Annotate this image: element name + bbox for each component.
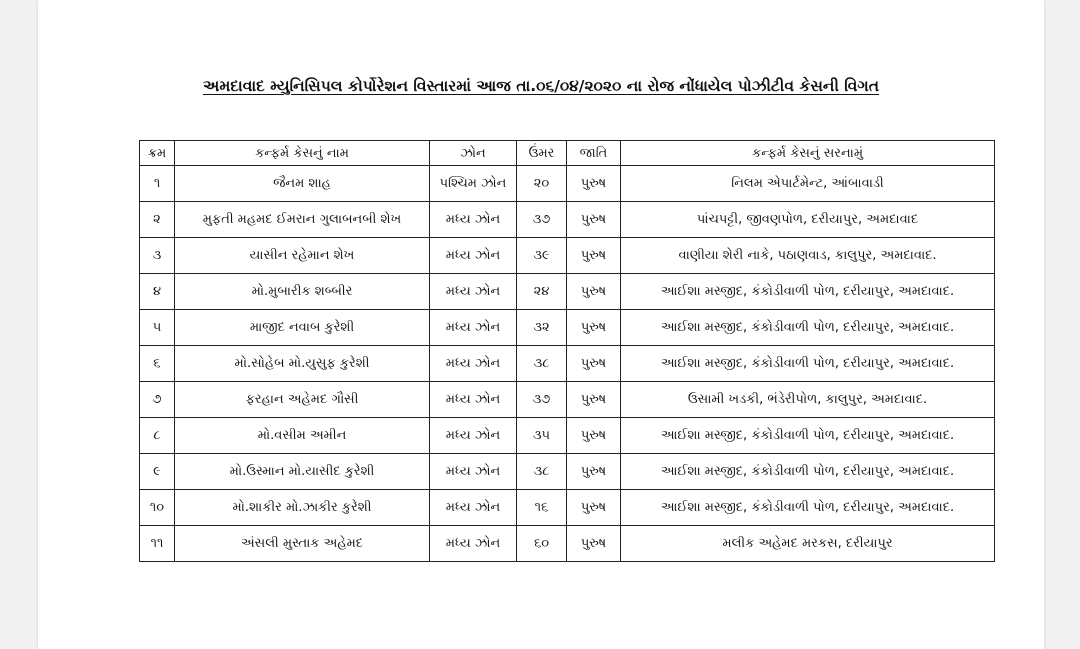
cell-name: અંસલી મુસ્તાક અહેમદ <box>175 526 430 562</box>
cell-name: મો.સોહેબ મો.યુસુફ કુરેશી <box>175 346 430 382</box>
cell-zone: મધ્ય ઝોન <box>430 418 517 454</box>
table-row <box>140 166 995 202</box>
table-row <box>140 526 995 562</box>
cell-address: આઈશા મસ્જીદ, કંકોડીવાળી પોળ, દરીયાપુર, અમદાવાદ. <box>621 346 995 382</box>
cell-address: મલીક અહેમદ મરકસ, દરીયાપુર <box>621 526 995 562</box>
cell-zone: મધ્ય ઝોન <box>430 490 517 526</box>
cell-zone: મધ્ય ઝોન <box>430 346 517 382</box>
cell-zone: મધ્ય ઝોન <box>430 274 517 310</box>
cell-age: ૧૬ <box>517 490 567 526</box>
cell-gender: પુરુષ <box>567 274 621 310</box>
cell-address: ઉસામી ખડકી, ભંડેરીપોળ, કાલુપુર, અમદાવાદ. <box>621 382 995 418</box>
table-header-row <box>140 141 995 166</box>
header-name: કન્ફર્મ કેસનું નામ <box>175 141 430 166</box>
cell-name: મો.ઉસ્માન મો.યાસીદ કુરેશી <box>175 454 430 490</box>
cell-gender: પુરુષ <box>567 418 621 454</box>
table-row <box>140 274 995 310</box>
table-row <box>140 418 995 454</box>
cell-zone: મધ્ય ઝોન <box>430 202 517 238</box>
cell-gender: પુરુષ <box>567 382 621 418</box>
cell-age: ૩૫ <box>517 418 567 454</box>
cell-sr: ૪ <box>140 274 175 310</box>
cell-zone: મધ્ય ઝોન <box>430 310 517 346</box>
cell-zone: મધ્ય ઝોન <box>430 382 517 418</box>
cell-sr: ૫ <box>140 310 175 346</box>
cell-zone: પશ્ચિમ ઝોન <box>430 166 517 202</box>
table-row <box>140 490 995 526</box>
cell-zone: મધ્ય ઝોન <box>430 454 517 490</box>
table-row <box>140 238 995 274</box>
cell-sr: ૧ <box>140 166 175 202</box>
cell-name: મુફતી મહમદ ઈમરાન ગુલાબનબી શેખ <box>175 202 430 238</box>
cell-age: ૩૮ <box>517 454 567 490</box>
cell-name: ફરહાન અહેમદ ગૌસી <box>175 382 430 418</box>
table-row <box>140 202 995 238</box>
cell-age: ૨૦ <box>517 166 567 202</box>
cell-sr: ૨ <box>140 202 175 238</box>
table-row <box>140 346 995 382</box>
cell-zone: મધ્ય ઝોન <box>430 526 517 562</box>
cell-address: નિલમ એપાર્ટમેન્ટ, આંબાવાડી <box>621 166 995 202</box>
cell-sr: ૧૧ <box>140 526 175 562</box>
cell-age: ૩૭ <box>517 202 567 238</box>
cell-gender: પુરુષ <box>567 346 621 382</box>
cell-address: આઈશા મસ્જીદ, કંકોડીવાળી પોળ, દરીયાપુર, અમદાવાદ. <box>621 310 995 346</box>
cell-address: આઈશા મસ્જીદ, કંકોડીવાળી પોળ, દરીયાપુર, અમદાવાદ. <box>621 490 995 526</box>
cell-age: ૬૦ <box>517 526 567 562</box>
cell-zone: મધ્ય ઝોન <box>430 238 517 274</box>
cell-address: આઈશા મસ્જીદ, કંકોડીવાળી પોળ, દરીયાપુર, અમદાવાદ. <box>621 274 995 310</box>
cell-address: આઈશા મસ્જીદ, કંકોડીવાળી પોળ, દરીયાપુર, અમદાવાદ. <box>621 418 995 454</box>
cell-name: મો.મુબારીક શબ્બીર <box>175 274 430 310</box>
table-row <box>140 382 995 418</box>
cell-address: વાણીયા શેરી નાકે, પઠાણવાડ, કાલુપુર, અમદાવાદ. <box>621 238 995 274</box>
cell-address: પાંચપટ્ટી, જીવણપોળ, દરીયાપુર, અમદાવાદ <box>621 202 995 238</box>
cell-age: ૩૨ <box>517 310 567 346</box>
header-sr: ક્રમ <box>140 141 175 166</box>
cell-sr: ૧૦ <box>140 490 175 526</box>
cell-name: મો.શાકીર મો.ઝાકીર કુરેશી <box>175 490 430 526</box>
header-gender: જાતિ <box>567 141 621 166</box>
cell-gender: પુરુષ <box>567 166 621 202</box>
cell-age: ૩૯ <box>517 238 567 274</box>
cell-name: મો.વસીમ અમીન <box>175 418 430 454</box>
header-age: ઉંમર <box>517 141 567 166</box>
positive-cases-table <box>139 140 995 562</box>
cell-age: ૩૭ <box>517 382 567 418</box>
header-zone: ઝોન <box>430 141 517 166</box>
table-row <box>140 310 995 346</box>
cell-gender: પુરુષ <box>567 238 621 274</box>
table-row <box>140 454 995 490</box>
cell-gender: પુરુષ <box>567 454 621 490</box>
cell-sr: ૬ <box>140 346 175 382</box>
cell-sr: ૯ <box>140 454 175 490</box>
cell-name: યાસીન રહેમાન શેખ <box>175 238 430 274</box>
cell-gender: પુરુષ <box>567 526 621 562</box>
cell-sr: ૭ <box>140 382 175 418</box>
cell-name: જૈનમ શાહ <box>175 166 430 202</box>
cell-gender: પુરુષ <box>567 310 621 346</box>
cell-address: આઈશા મસ્જીદ, કંકોડીવાળી પોળ, દરીયાપુર, અમદાવાદ. <box>621 454 995 490</box>
cell-sr: ૩ <box>140 238 175 274</box>
document-page <box>38 0 1044 649</box>
header-address: કન્ફર્મ કેસનું સરનામું <box>621 141 995 166</box>
cell-age: ૨૪ <box>517 274 567 310</box>
cell-gender: પુરુષ <box>567 202 621 238</box>
document-title: અમદાવાદ મ્યુનિસિપલ કોર્પોરેશન વિસ્તારમાં આજ તા.૦૬/૦૪/૨૦૨૦ ના રોજ નોંધાયેલ પોઝીટીવ કેસની વિગત <box>202 77 880 95</box>
cell-sr: ૮ <box>140 418 175 454</box>
cell-gender: પુરુષ <box>567 490 621 526</box>
cell-name: માજીદ નવાબ કુરેશી <box>175 310 430 346</box>
cell-age: ૩૮ <box>517 346 567 382</box>
